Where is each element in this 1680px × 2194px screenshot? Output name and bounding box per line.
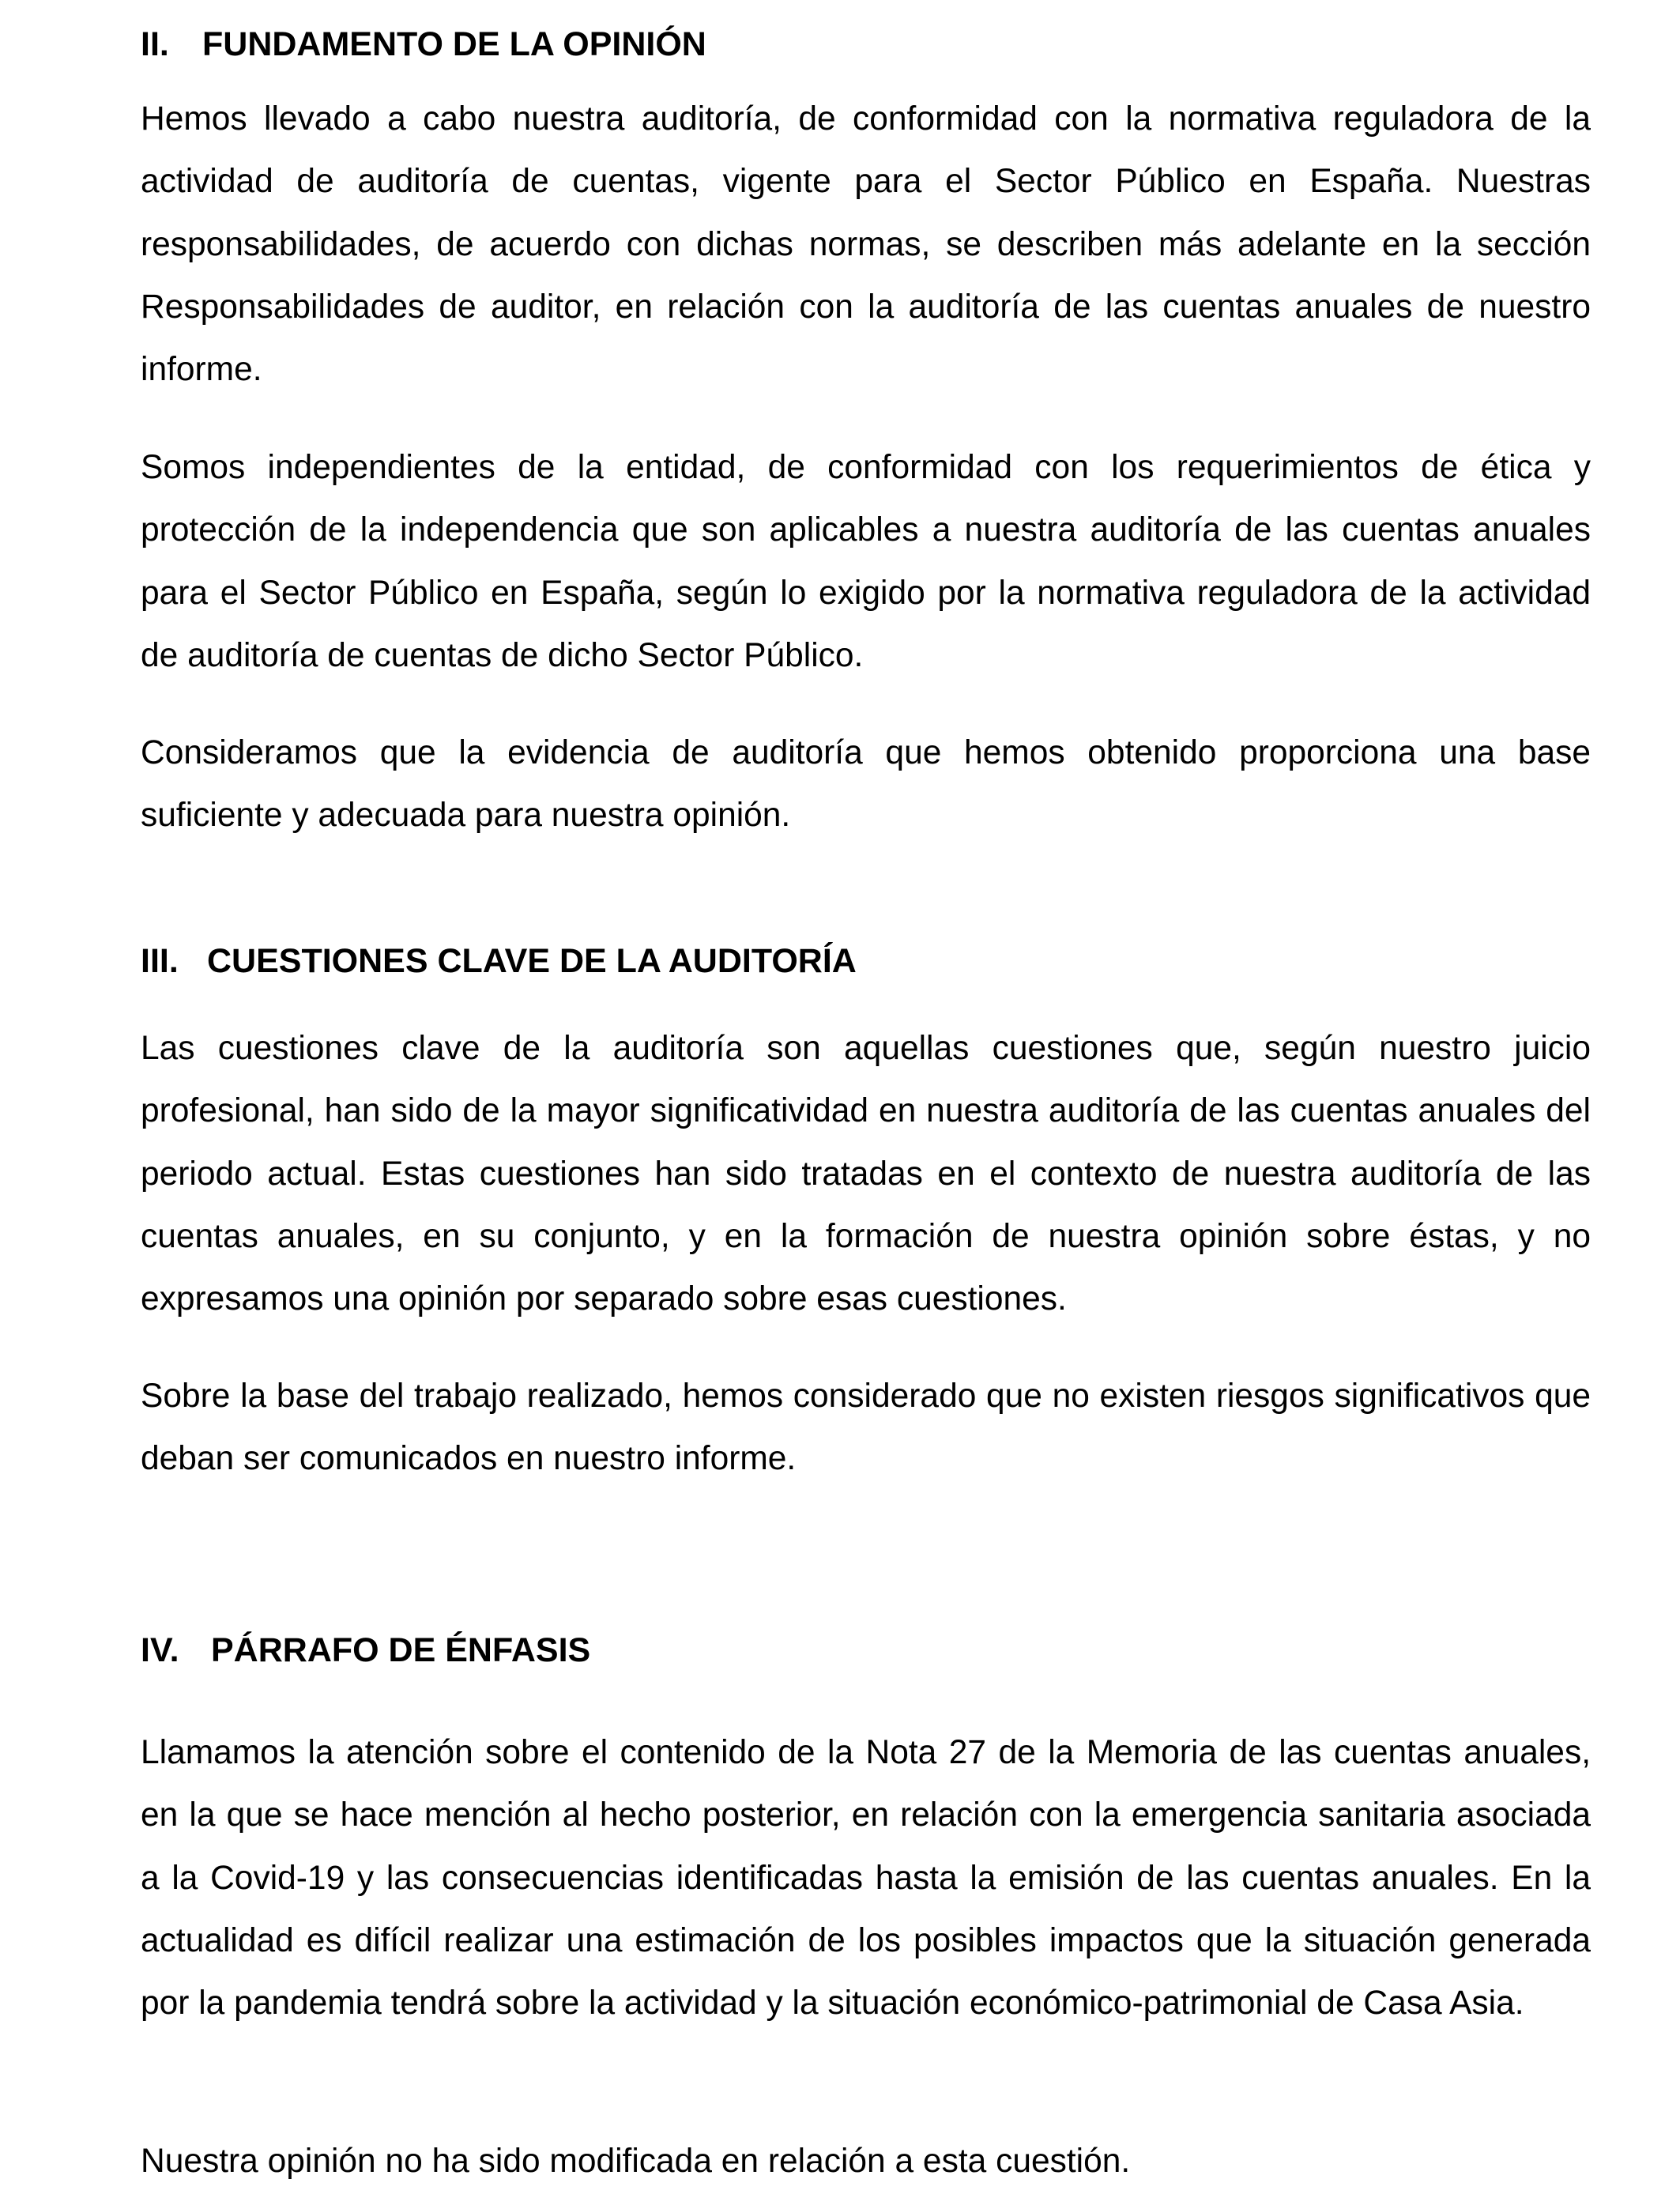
section-number: II. <box>141 25 169 63</box>
paragraph: Sobre la base del trabajo realizado, hemos considerado que no existen riesgos significativos que deban ser comunicados en nuestro informe. <box>141 1378 1591 1478</box>
paragraph: Hemos llevado a cabo nuestra auditoría, de conformidad con la normativa reguladora de la actividad de auditoría de cuentas, vigente para el Sector Público en España. Nuestras responsabilidades, de acuerdo con dichas normas, se describen más adelante en la sección Responsabilidades de auditor, en relación con la auditoría de las cuentas anuales de nuestro informe. <box>141 100 1591 389</box>
paragraph: Las cuestiones clave de la auditoría son aquellas cuestiones que, según nuestro juicio profesional, han sido de la mayor significatividad en nuestra auditoría de las cuentas anuales del periodo actual. Estas cuestiones han sido tratadas en el contexto de nuestra auditoría de las cuentas anuales, en su conjunto, y en la formación de nuestra opinión sobre éstas, y no expresamos una opinión por separado sobre esas cuestiones. <box>141 1030 1591 1318</box>
section-heading-ii <box>141 24 706 65</box>
section-number: III. <box>141 942 179 980</box>
section-heading-iii <box>141 941 857 982</box>
paragraph: Llamamos la atención sobre el contenido de la Nota 27 de la Memoria de las cuentas anuales, en la que se hace mención al hecho posterior, en relación con la emergencia sanitaria asociada a la Covid-19 y las consecuencias identificadas hasta la emisión de las cuentas anuales. En la actualidad es difícil realizar una estimación de los posibles impactos que la situación generada por la pandemia tendrá sobre la actividad y la situación económico-patrimonial de Casa Asia. <box>141 1734 1591 2022</box>
paragraph: Consideramos que la evidencia de auditoría que hemos obtenido proporciona una base suficiente y adecuada para nuestra opinión. <box>141 734 1591 835</box>
paragraph: Nuestra opinión no ha sido modificada en relación a esta cuestión. <box>141 2143 1131 2180</box>
section-title: FUNDAMENTO DE LA OPINIÓN <box>202 25 706 63</box>
section-heading-iv <box>141 1630 590 1671</box>
section-number: IV. <box>141 1631 179 1669</box>
section-title: CUESTIONES CLAVE DE LA AUDITORÍA <box>207 942 857 980</box>
section-title: PÁRRAFO DE ÉNFASIS <box>211 1631 591 1669</box>
paragraph: Somos independientes de la entidad, de conformidad con los requerimientos de ética y protección de la independencia que son aplicables a nuestra auditoría de las cuentas anuales para el Sector Público en España, según lo exigido por la normativa reguladora de la actividad de auditoría de cuentas de dicho Sector Público. <box>141 449 1591 674</box>
